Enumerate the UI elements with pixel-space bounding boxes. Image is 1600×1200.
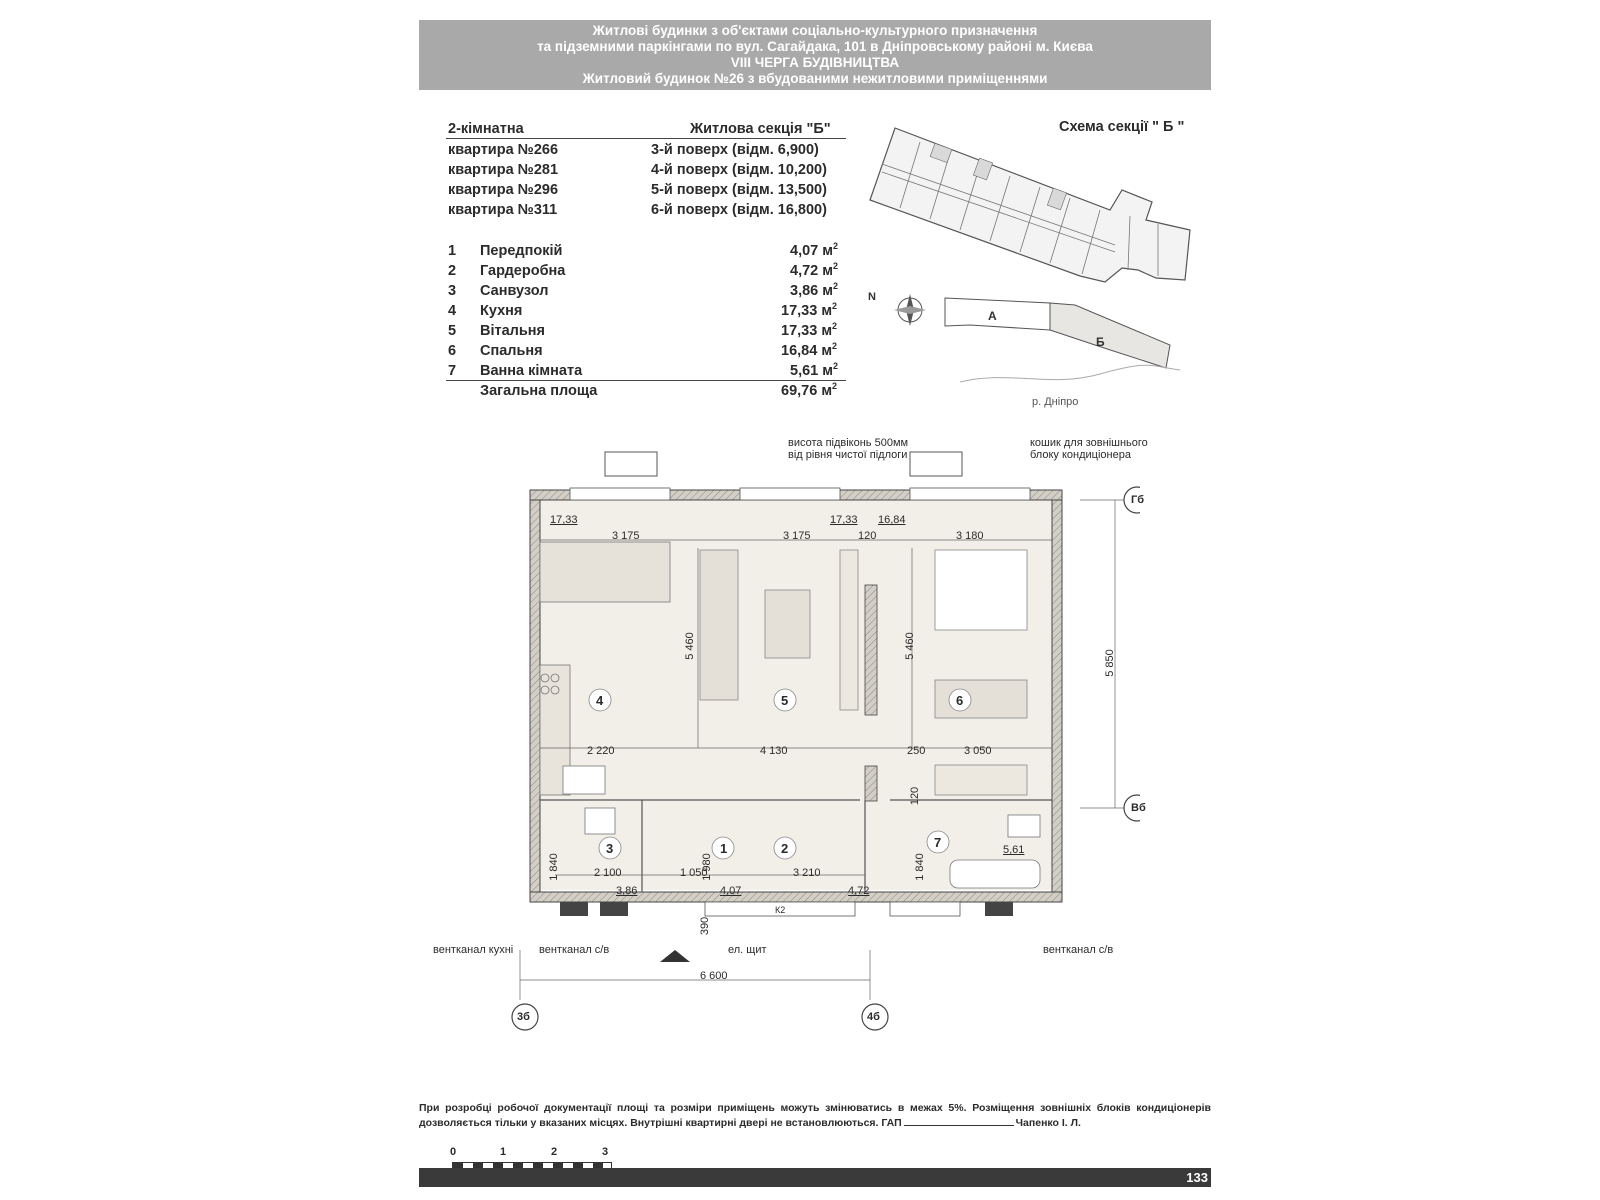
section-a-label: А [988,309,997,323]
room-number-label: 5 [781,693,789,708]
scheme-title: Схема секції " Б " [1059,119,1185,135]
room-number: 3 [448,283,457,299]
note-sill-1: висота підвіконь 500мм [788,437,909,449]
north-label: N [868,291,876,303]
room-number: 1 [448,243,457,259]
dimension-label: 1 980 [700,853,713,881]
room-number: 6 [448,343,457,359]
room-name: Спальня [480,343,543,359]
unit-label: квартира №266 [448,142,559,158]
axis-label-bottom-right: Вб [1131,802,1146,814]
bottom-bar [419,1168,1211,1187]
room-number-label: 1 [720,841,728,856]
dimension-label: 1 050 [680,867,708,879]
area-bath: 5,61 [1003,844,1025,856]
room-area: 17,33 м [781,303,833,319]
room-number-label: 7 [934,835,942,850]
vent-kitchen-label: вентканал кухні [433,944,514,956]
area-living: 17,33 [830,514,858,526]
dimension-label: 6 600 [700,970,728,982]
unit-floor: 3-й поверх (відм. 6,900) [651,142,819,158]
section-scheme [860,120,1220,420]
electrical-panel-label: ел. щит [728,944,767,956]
dimension-label: 1 840 [547,853,560,881]
room-name: Вітальня [480,323,546,339]
dimension-label: 3 050 [964,745,992,757]
room-area: 16,84 м [781,343,833,359]
footer-note: При розробці робочої документації площі та розміри приміщень можуть змінюватись в межах 5%. Розміщення зовнішніх блоків кондиціонерів дозволяється тільки у вказаних місцях. Внутрішні квартирні двері не встановлюються. ГАП Чапенко І. Л. [419,1102,1211,1129]
vent-bath-label: вентканал с/в [1043,944,1114,956]
river-label: р. Дніпро [1032,396,1079,408]
total-area-label: Загальна площа [480,383,598,399]
unit-floor: 6-й поверх (відм. 16,800) [651,202,827,218]
dimension-label: 5 850 [1103,649,1116,677]
dimension-label: 4 130 [760,745,788,757]
note-ac-1: кошик для зовнішнього [1030,437,1148,449]
room-name: Кухня [480,303,523,319]
area-kitchen: 17,33 [550,514,578,526]
entrance-arrow-icon [660,950,690,962]
unit-floor: 4-й поверх (відм. 10,200) [651,162,827,178]
page-number: 133 [1186,1170,1208,1185]
area-hall: 4,07 [720,885,742,897]
total-area-value: 69,76 м [781,383,833,399]
dimension-label: 3 175 [612,530,640,542]
dimension-label: 390 [699,916,712,936]
k2-label: К2 [775,905,786,915]
dimension-label: 120 [858,530,877,542]
dimension-label: 120 [909,786,922,806]
note-ac-2: блоку кондиціонера [1030,449,1131,461]
apartment-type: 2-кімнатна [448,121,524,137]
toilet-icon [585,808,615,834]
section-b-label: Б [1096,335,1105,349]
header-line-1: Житлові будинки з об'єктами соціально-культурного призначення [592,23,1038,38]
room-number-label: 2 [781,841,789,856]
floor-plan [420,430,1140,1050]
dimension-label: 5 460 [903,632,916,660]
ac-unit-icon [605,452,657,476]
scale-bar: 0 1 2 3 [450,1146,609,1158]
unit-label: квартира №311 [448,202,558,218]
bathtub-icon [950,860,1040,888]
room-name: Санвузол [480,283,549,299]
dimension-label: 3 210 [793,867,821,879]
vent-wc-label: вентканал с/в [539,944,610,956]
room-number-label: 3 [606,841,614,856]
room-area: 4,07 м [790,243,833,259]
compass-icon [894,294,926,326]
room-number-label: 6 [956,693,964,708]
unit-label: квартира №281 [448,162,559,178]
unit-label: квартира №296 [448,182,559,198]
area-wardrobe: 4,72 [848,885,870,897]
header-line-4: Житловий будинок №26 з вбудованими нежитловими приміщеннями [582,71,1048,86]
author-name: Чапенко І. Л. [1015,1117,1081,1129]
header-line-2: та підземними паркінгами по вул. Сагайдака, 101 в Дніпровському районі м. Києва [537,39,1093,54]
room-number: 5 [448,323,457,339]
room-area: 4,72 м [790,263,833,279]
area-bedroom: 16,84 [878,514,906,526]
dimension-label: 1 840 [913,853,926,881]
dimension-label: 3 175 [783,530,811,542]
sink-icon [563,766,605,794]
room-number: 4 [448,303,457,319]
section-name: Житлова секція "Б" [690,121,831,137]
axis-label-top-right: Гб [1131,494,1145,506]
dimension-label: 2 100 [594,867,622,879]
gap-label: ГАП [881,1117,902,1129]
dimension-label: 2 220 [587,745,615,757]
document-header [419,20,1211,90]
area-wc: 3,86 [616,885,638,897]
room-area: 17,33 м [781,323,833,339]
axis-label-left: 3б [517,1011,530,1023]
room-number: 2 [448,263,457,279]
header-line-3: VIII ЧЕРГА БУДІВНИЦТВА [730,55,900,70]
room-area: 3,86 м [790,283,833,299]
axis-label-right: 4б [867,1011,880,1023]
room-area: 5,61 м [790,363,833,379]
dimension-label: 3 180 [956,530,984,542]
ac-unit-icon [910,452,962,476]
room-number-label: 4 [596,693,604,708]
room-number: 7 [448,363,457,379]
room-name: Передпокій [480,243,563,259]
room-name: Ванна кімната [480,363,583,379]
room-name: Гардеробна [480,263,566,279]
note-sill-2: від рівня чистої підлоги [788,449,908,461]
dimension-label: 5 460 [683,632,696,660]
dimension-label: 250 [907,745,926,757]
unit-floor: 5-й поверх (відм. 13,500) [651,182,827,198]
